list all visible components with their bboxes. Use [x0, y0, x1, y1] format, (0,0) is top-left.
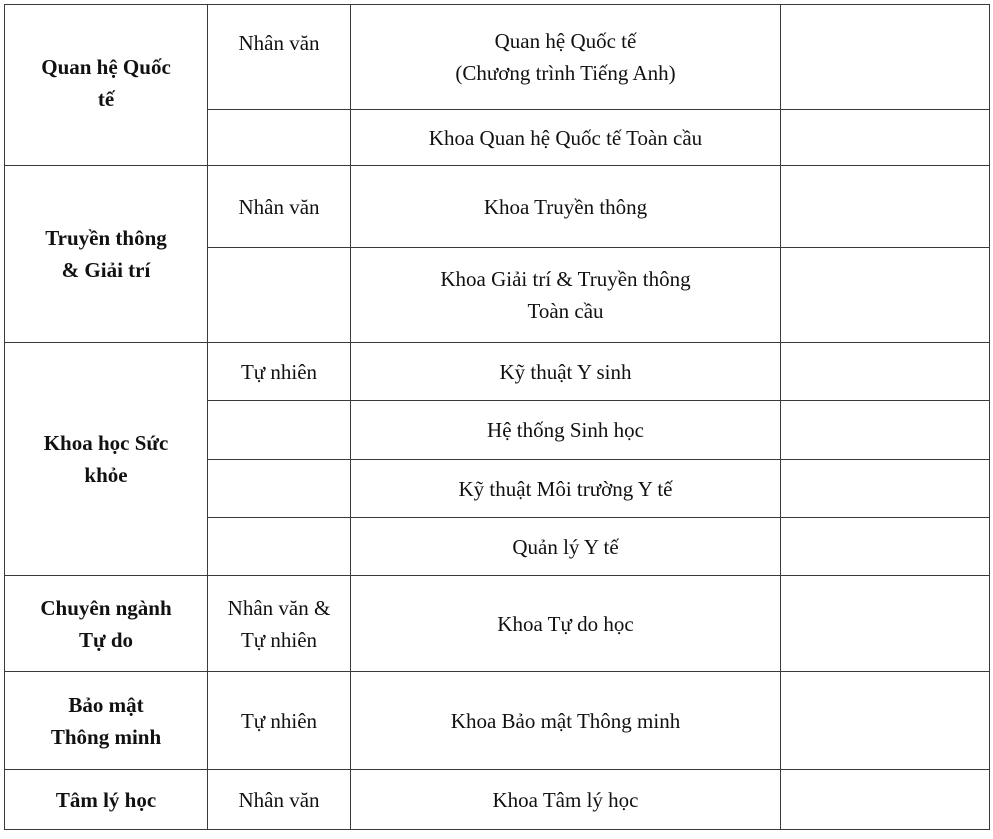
group-cell-international-relations — [5, 5, 208, 166]
major-cell — [351, 576, 781, 672]
table-row — [5, 576, 990, 672]
major-cell — [351, 518, 781, 576]
group-name-line: khỏe — [84, 463, 128, 487]
field-cell — [208, 248, 351, 343]
group-cell-media-entertainment — [5, 166, 208, 343]
group-name-line: Truyền thông — [45, 226, 167, 250]
major-text: Quan hệ Quốc tế — [494, 29, 637, 53]
field-text: Tự nhiên — [240, 708, 318, 733]
field-text: Nhân văn & — [227, 595, 331, 620]
group-name-line: Thông minh — [50, 724, 162, 749]
majors-table — [4, 4, 990, 830]
empty-cell — [781, 248, 990, 343]
major-cell — [351, 343, 781, 401]
group-name-line: Tự do — [78, 627, 134, 652]
field-cell — [208, 770, 351, 830]
table-row — [5, 166, 990, 248]
major-cell — [351, 110, 781, 166]
major-text: Kỹ thuật Y sinh — [499, 359, 632, 384]
group-cell-smart-security — [5, 672, 208, 770]
table-row — [5, 672, 990, 770]
major-text: Khoa Bảo mật Thông minh — [450, 708, 681, 733]
field-cell — [208, 166, 351, 248]
empty-cell — [781, 166, 990, 248]
field-cell — [208, 5, 351, 110]
field-cell — [208, 343, 351, 401]
major-cell — [351, 5, 781, 110]
major-text: (Chương trình Tiếng Anh) — [455, 61, 676, 85]
field-cell — [208, 460, 351, 518]
empty-cell — [781, 343, 990, 401]
empty-cell — [781, 460, 990, 518]
field-cell — [208, 518, 351, 576]
major-text: Khoa Tự do học — [497, 611, 634, 636]
table-row — [5, 5, 990, 110]
empty-cell — [781, 401, 990, 460]
empty-cell — [781, 770, 990, 830]
field-text: Tự nhiên — [240, 359, 318, 384]
group-name-line: Bảo mật — [68, 692, 144, 717]
major-text: Khoa Truyền thông — [483, 194, 648, 219]
empty-cell — [781, 518, 990, 576]
group-name-line: Khoa học Sức — [43, 431, 169, 455]
major-cell — [351, 248, 781, 343]
major-text: Kỹ thuật Môi trường Y tế — [458, 476, 673, 501]
major-text: Toàn cầu — [527, 299, 604, 323]
table-row — [5, 770, 990, 830]
major-cell — [351, 166, 781, 248]
field-cell — [208, 110, 351, 166]
major-text: Hệ thống Sinh học — [487, 418, 644, 442]
field-cell — [208, 401, 351, 460]
group-name-line: & Giải trí — [61, 258, 151, 282]
group-name-line: Tâm lý học — [55, 787, 157, 812]
major-text: Quản lý Y tế — [512, 534, 619, 559]
major-text: Khoa Tâm lý học — [492, 787, 639, 812]
empty-cell — [781, 576, 990, 672]
major-cell — [351, 672, 781, 770]
major-text: Khoa Quan hệ Quốc tế Toàn cầu — [428, 125, 703, 150]
group-name-line: Chuyên ngành — [40, 595, 172, 620]
group-name-line: Quan hệ Quốc — [41, 55, 171, 79]
empty-cell — [781, 672, 990, 770]
field-text: Tự nhiên — [240, 627, 318, 652]
major-text: Khoa Giải trí & Truyền thông — [440, 267, 691, 291]
group-name-line: tế — [97, 87, 115, 111]
table-row — [5, 343, 990, 401]
field-cell — [208, 576, 351, 672]
field-text: Nhân văn — [238, 194, 320, 219]
field-text: Nhân văn — [238, 31, 320, 55]
group-cell-health-science — [5, 343, 208, 576]
group-cell-liberal-studies — [5, 576, 208, 672]
major-cell — [351, 460, 781, 518]
field-cell — [208, 672, 351, 770]
major-cell — [351, 401, 781, 460]
major-cell — [351, 770, 781, 830]
empty-cell — [781, 110, 990, 166]
field-text: Nhân văn — [238, 787, 320, 812]
empty-cell — [781, 5, 990, 110]
group-cell-psychology — [5, 770, 208, 830]
